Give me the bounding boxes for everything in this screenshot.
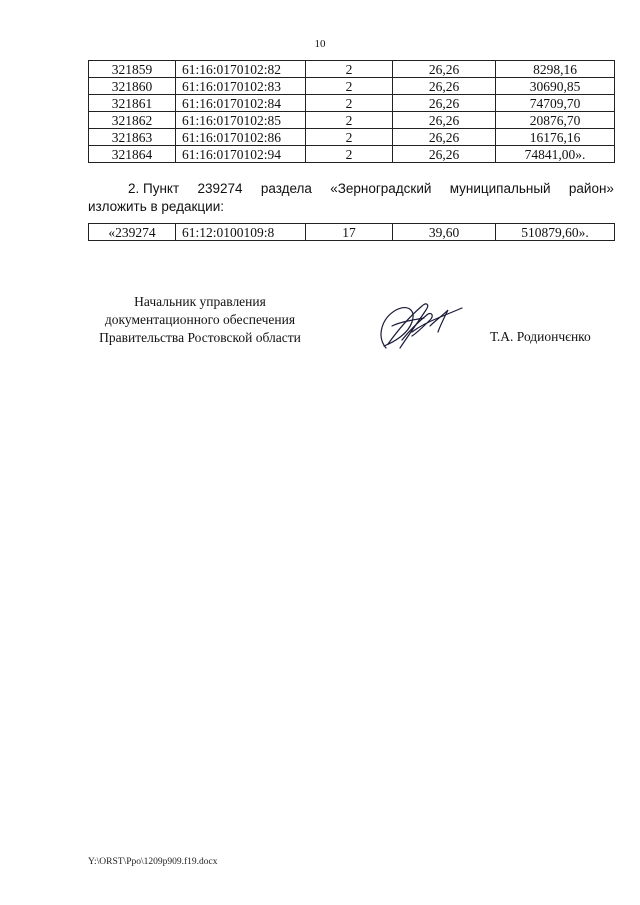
quantity-cell: 2 bbox=[306, 61, 393, 78]
signer-name: Т.А. Родиончєнко bbox=[490, 329, 591, 344]
paragraph-word: 2. Пункт bbox=[128, 181, 180, 196]
amount-cell: 16176,16 bbox=[496, 129, 615, 146]
record-number-cell: 321864 bbox=[89, 146, 176, 163]
amount-cell: 30690,85 bbox=[496, 78, 615, 95]
cadastral-number-cell: 61:16:0170102:82 bbox=[176, 61, 306, 78]
cadastral-number-cell: 61:16:0170102:85 bbox=[176, 112, 306, 129]
signatory-title-line: Правительства Ростовской области bbox=[99, 330, 301, 345]
page-number: 10 bbox=[314, 38, 326, 50]
rate-cell: 26,26 bbox=[393, 112, 496, 129]
table-row bbox=[89, 224, 615, 241]
cadastral-number-cell: 61:16:0170102:94 bbox=[176, 146, 306, 163]
cadastral-number-cell: 61:16:0170102:83 bbox=[176, 78, 306, 95]
signatory-title-line: Начальник управления bbox=[134, 294, 266, 309]
amendment-paragraph bbox=[88, 180, 614, 216]
rate-cell: 39,60 bbox=[393, 224, 496, 241]
paragraph-word: раздела bbox=[260, 181, 312, 196]
paragraph-word: 239274 bbox=[197, 181, 243, 196]
amount-cell: 510879,60». bbox=[496, 224, 615, 241]
cadastral-table-body bbox=[89, 61, 615, 163]
paragraph-line-2: изложить в редакции: bbox=[88, 199, 225, 214]
record-number-cell: 321860 bbox=[89, 78, 176, 95]
amount-cell: 20876,70 bbox=[496, 112, 615, 129]
table-row bbox=[89, 61, 615, 78]
table-row bbox=[89, 78, 615, 95]
handwritten-signature bbox=[372, 296, 472, 354]
record-number-cell: 321859 bbox=[89, 61, 176, 78]
rate-cell: 26,26 bbox=[393, 78, 496, 95]
quantity-cell: 2 bbox=[306, 95, 393, 112]
amount-cell: 8298,16 bbox=[496, 61, 615, 78]
record-number-cell: 321863 bbox=[89, 129, 176, 146]
cadastral-table bbox=[88, 60, 615, 163]
rate-cell: 26,26 bbox=[393, 129, 496, 146]
replacement-row-table-body bbox=[89, 224, 615, 241]
paragraph-line-1 bbox=[88, 180, 614, 198]
table-row bbox=[89, 129, 615, 146]
replacement-row-table bbox=[88, 223, 615, 241]
table-row bbox=[89, 146, 615, 163]
quantity-cell: 2 bbox=[306, 129, 393, 146]
file-path-footer: Y:\ORST\Ppo\1209p909.f19.docx bbox=[88, 857, 218, 867]
paragraph-word: «Зерноградский bbox=[330, 181, 432, 196]
paragraph-word: муниципальный bbox=[449, 181, 551, 196]
quantity-cell: 2 bbox=[306, 78, 393, 95]
table-row bbox=[89, 112, 615, 129]
cadastral-number-cell: 61:16:0170102:84 bbox=[176, 95, 306, 112]
rate-cell: 26,26 bbox=[393, 146, 496, 163]
signatory-title bbox=[80, 293, 320, 347]
quantity-cell: 17 bbox=[306, 224, 393, 241]
amount-cell: 74841,00». bbox=[496, 146, 615, 163]
amount-cell: 74709,70 bbox=[496, 95, 615, 112]
paragraph-word: район» bbox=[568, 181, 614, 196]
record-number-cell: 321861 bbox=[89, 95, 176, 112]
cadastral-number-cell: 61:12:0100109:8 bbox=[176, 224, 306, 241]
record-number-cell: «239274 bbox=[89, 224, 176, 241]
table-row bbox=[89, 95, 615, 112]
quantity-cell: 2 bbox=[306, 112, 393, 129]
rate-cell: 26,26 bbox=[393, 61, 496, 78]
quantity-cell: 2 bbox=[306, 146, 393, 163]
rate-cell: 26,26 bbox=[393, 95, 496, 112]
record-number-cell: 321862 bbox=[89, 112, 176, 129]
signatory-title-line: документационного обеспечения bbox=[104, 312, 296, 327]
cadastral-number-cell: 61:16:0170102:86 bbox=[176, 129, 306, 146]
